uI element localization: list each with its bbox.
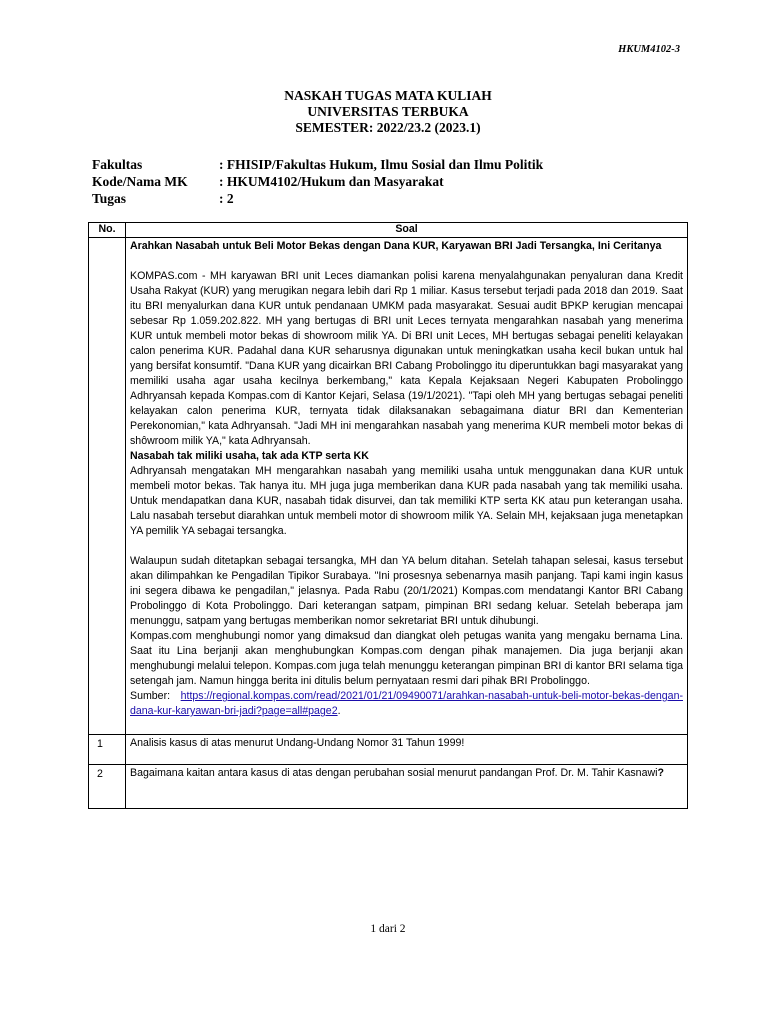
question-body: Bagaimana kaitan antara kasus di atas dengan perubahan sosial menurut pandangan Prof. Dr. M. Tahir Kasnawi	[130, 767, 658, 779]
source-link[interactable]: https://regional.kompas.com/read/2021/01/21/09490071/arahkan-nasabah-untuk-beli-motor-bekas-dengan-dana-kur-karyawan-bri-jadi?page=all#page2	[130, 690, 683, 717]
case-paragraph-4: Kompas.com menghubungi nomor yang dimaksud dan diangkat oleh petugas wanita yang mengaku bernama Lina. Saat itu Lina berjanji akan menghubungkan Kompas.com dengan pihak manajemen. Dia juga berjanji akan menghubungi melalui telepon. Kompas.com juga telah menunggu keterangan pimpinan BRI di kantor BRI selama tiga setengah jam. Namun hingga berita ini ditulis belum pernyataan resmi dari pihak BRI Probolinggo.	[130, 630, 683, 687]
meta-row-faculty	[92, 156, 543, 173]
case-text-cell	[126, 238, 688, 735]
meta-value: : FHISIP/Fakultas Hukum, Ilmu Sosial dan Ilmu Politik	[219, 157, 544, 172]
question-suffix: ?	[657, 767, 664, 779]
case-row	[89, 238, 688, 735]
question-text	[126, 765, 688, 809]
case-subheading: Nasabah tak miliki usaha, tak ada KTP serta KK	[130, 450, 369, 462]
case-no-cell	[89, 238, 126, 735]
title-line-semester: SEMESTER: 2022/23.2 (2023.1)	[295, 120, 481, 135]
header-soal: Soal	[126, 223, 688, 238]
table-row	[89, 735, 688, 765]
case-paragraph-3: Walaupun sudah ditetapkan sebagai tersangka, MH dan YA belum ditahan. Setelah tahapan selesai, kasus tersebut akan dilimpahkan ke Pengadilan Tipikor Surabaya. "Ini prosesnya sebenarnya masih panjang. Tapi kami ingin kasus ini segera dibawa ke pengadilan," jelasnya. Pada Rabu (20/1/2021) Kompas.com mendatangi Kantor BRI Cabang Probolinggo di Kota Probolinggo. Dari keterangan satpam, pimpinan BRI sedang keluar. Setelah beberapa jam menunggu, satpam yang bertugas memberikan nomor sekretariat BRI untuk dihubungi.	[130, 555, 683, 627]
meta-row-assignment	[92, 190, 543, 207]
document-title-block	[0, 88, 768, 136]
page-number: 1 dari 2	[370, 923, 406, 935]
question-number: 2	[89, 765, 126, 809]
question-number: 1	[89, 735, 126, 765]
title-line-course: NASKAH TUGAS MATA KULIAH	[284, 88, 492, 103]
case-paragraph-2: Adhryansah mengatakan MH mengarahkan nasabah yang memiliki usaha untuk menggunakan dana KUR untuk membeli motor bekas. Tak hanya itu. MH juga juga memberikan dana KUR pada nasabah yang tak memiliki usaha. Untuk mendapatkan dana KUR, nasabah tidak disurvei, dan tak memiliki KTP serta KK atau pun keterangan usaha. Lalu nasabah tersebut diarahkan untuk membeli motor di showroom milik YA. Selain MH, kejaksaan juga menetapkan YA pemilik YA sebagai tersangka.	[130, 465, 683, 537]
meta-label: Kode/Nama MK	[92, 174, 188, 189]
meta-row-course	[92, 173, 543, 190]
meta-value: : 2	[219, 191, 234, 206]
case-title: Arahkan Nasabah untuk Beli Motor Bekas dengan Dana KUR, Karyawan BRI Jadi Tersangka, Ini Ceritanya	[130, 240, 662, 252]
source-tail: .	[337, 705, 341, 717]
case-source	[130, 689, 683, 719]
header-no: No.	[89, 223, 126, 238]
meta-label: Fakultas	[92, 157, 143, 172]
case-paragraph-1: KOMPAS.com - MH karyawan BRI unit Leces diamankan polisi karena menyalahgunakan penyaluran dana Kredit Usaha Rakyat (KUR) yang merugikan negara lebih dari Rp 1 miliar. Kasus tersebut terjadi pada 2018 dan 2019. Saat itu BRI menyalurkan dana KUR untuk pendanaan UMKM pada masyarakat. Sesuai audit BPKP kerugian mencapai sebesar Rp 1.059.202.822. MH yang bertugas di BRI unit Leces ternyata mengarahkan nasabah yang menerima KUR untuk membeli motor bekas di showroom milik YA. Di BRI unit Leces, MH bertugas sebagai peneliti kelayakan calon penerima KUR. Padahal dana KUR seharusnya digunakan untuk meningkatkan usaha kecil bukan untuk hal yang bersifat konsumtif. "Dana KUR yang dicairkan BRI Cabang Probolinggo itu diperuntukkan bagi masyarakat yang memiliki usaha agar usaha kecilnya berkembang," kata Kepala Kejaksaan Negeri Kabupaten Probolinggo Adhryansah kepada Kompas.com di Kantor Kejari, Selasa (19/1/2021). "Tapi oleh MH yang bertugas sebagai peneliti kelayakan calon penerima KUR, ternyata tidak dilaksanakan sebagaimana diatur BRI dan Kementerian Perekonomian," kata Adhryansah. "Jadi MH ini mengarahkan nasabah yang menerima KUR membeli motor bekas di shôwroom milik YA," kata Adhryansah.	[130, 270, 683, 447]
source-label: Sumber:	[130, 690, 181, 702]
table-row	[89, 765, 688, 809]
meta-value: : HKUM4102/Hukum dan Masyarakat	[219, 174, 444, 189]
meta-label: Tugas	[92, 191, 127, 206]
document-code: HKUM4102-3	[618, 44, 680, 55]
course-meta	[92, 156, 543, 207]
title-line-university: UNIVERSITAS TERBUKA	[307, 104, 469, 119]
question-text: Analisis kasus di atas menurut Undang-Undang Nomor 31 Tahun 1999!	[126, 735, 688, 765]
table-header-row	[89, 223, 688, 238]
question-table	[88, 222, 688, 809]
